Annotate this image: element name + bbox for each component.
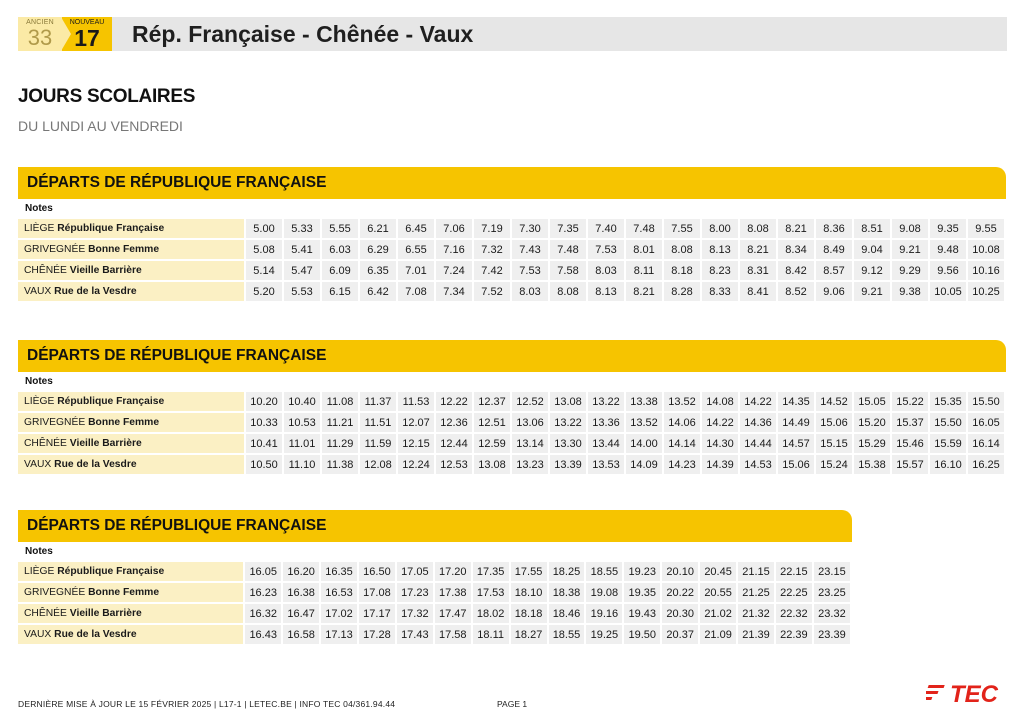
- departure-time: 17.43: [397, 625, 433, 644]
- departure-time: 14.53: [740, 455, 776, 474]
- departure-time: 16.05: [245, 562, 281, 581]
- stop-city: LIÈGE: [24, 223, 58, 234]
- departure-time: 7.58: [550, 261, 586, 280]
- departure-time: 19.50: [624, 625, 660, 644]
- departure-time: 13.22: [550, 413, 586, 432]
- departure-time: 6.03: [322, 240, 358, 259]
- departure-time: 13.06: [512, 413, 548, 432]
- departure-time: 12.53: [436, 455, 472, 474]
- departure-time: 8.36: [816, 219, 852, 238]
- stop-city: GRIVEGNÉE: [24, 417, 89, 428]
- departure-time: 16.23: [245, 583, 281, 602]
- departure-time: 8.08: [550, 282, 586, 301]
- departure-time: 6.29: [360, 240, 396, 259]
- departure-time: 8.23: [702, 261, 738, 280]
- departure-time: 18.25: [549, 562, 585, 581]
- departure-time: 18.38: [549, 583, 585, 602]
- departure-time: 23.32: [814, 604, 850, 623]
- departure-time: 18.10: [511, 583, 547, 602]
- departure-time: 8.11: [626, 261, 662, 280]
- departure-time: 6.45: [398, 219, 434, 238]
- timetable: [16, 560, 852, 646]
- departure-time: 9.55: [968, 219, 1004, 238]
- departure-time: 10.40: [284, 392, 320, 411]
- departure-time: 8.31: [740, 261, 776, 280]
- tec-logo-stripes: [926, 685, 945, 700]
- stop-label: Bonne Femme: [88, 244, 160, 255]
- departure-time: 15.05: [854, 392, 890, 411]
- departure-time: 8.03: [512, 282, 548, 301]
- departure-time: 5.53: [284, 282, 320, 301]
- table-row: [18, 261, 1004, 280]
- new-line-number: 17: [74, 24, 100, 51]
- departure-time: 8.13: [702, 240, 738, 259]
- timetable-block-1: [18, 167, 1006, 303]
- departure-time: 6.55: [398, 240, 434, 259]
- departure-time: 17.47: [435, 604, 471, 623]
- departure-time: 21.25: [738, 583, 774, 602]
- departure-time: 7.40: [588, 219, 624, 238]
- stop-name: [18, 240, 244, 259]
- departure-time: 5.14: [246, 261, 282, 280]
- stop-label: République Française: [57, 223, 165, 234]
- stop-city: GRIVEGNÉE: [24, 587, 89, 598]
- stop-city: LIÈGE: [24, 566, 58, 577]
- departure-time: 12.59: [474, 434, 510, 453]
- departure-time: 13.44: [588, 434, 624, 453]
- departure-time: 7.35: [550, 219, 586, 238]
- departure-time: 13.08: [474, 455, 510, 474]
- departure-time: 17.55: [511, 562, 547, 581]
- stop-label: Rue de la Vesdre: [54, 459, 137, 470]
- departure-time: 8.18: [664, 261, 700, 280]
- departure-time: 18.02: [473, 604, 509, 623]
- departure-time: 11.01: [284, 434, 320, 453]
- timetable: [16, 217, 1006, 303]
- departure-time: 9.06: [816, 282, 852, 301]
- departure-time: 8.34: [778, 240, 814, 259]
- departure-time: 7.16: [436, 240, 472, 259]
- departure-time: 21.02: [700, 604, 736, 623]
- stop-name: [18, 604, 243, 623]
- departure-time: 14.39: [702, 455, 738, 474]
- departure-time: 12.37: [474, 392, 510, 411]
- departure-time: 9.21: [892, 240, 928, 259]
- departure-time: 13.08: [550, 392, 586, 411]
- table-row: [18, 240, 1004, 259]
- departure-time: 21.09: [700, 625, 736, 644]
- departure-time: 13.52: [626, 413, 662, 432]
- departure-time: 6.42: [360, 282, 396, 301]
- departure-time: 19.35: [624, 583, 660, 602]
- stop-label: Vieille Barrière: [69, 265, 142, 276]
- departure-time: 9.56: [930, 261, 966, 280]
- departure-time: 22.32: [776, 604, 812, 623]
- page-number: PAGE 1: [497, 699, 528, 709]
- departure-time: 17.05: [397, 562, 433, 581]
- departure-time: 7.30: [512, 219, 548, 238]
- departure-time: 14.00: [626, 434, 662, 453]
- departure-time: 17.38: [435, 583, 471, 602]
- departure-time: 7.24: [436, 261, 472, 280]
- departure-time: 5.00: [246, 219, 282, 238]
- departure-time: 14.09: [626, 455, 662, 474]
- departure-time: 9.29: [892, 261, 928, 280]
- stop-name: [18, 219, 244, 238]
- departure-time: 15.06: [816, 413, 852, 432]
- departure-time: 6.21: [360, 219, 396, 238]
- departure-time: 11.29: [322, 434, 358, 453]
- table-row: [18, 604, 850, 623]
- departure-time: 17.20: [435, 562, 471, 581]
- departure-time: 16.38: [283, 583, 319, 602]
- stop-city: CHÊNÉE: [24, 438, 70, 449]
- departure-time: 15.35: [930, 392, 966, 411]
- departure-time: 10.50: [246, 455, 282, 474]
- departure-time: 7.19: [474, 219, 510, 238]
- departure-time: 8.03: [588, 261, 624, 280]
- departure-time: 17.02: [321, 604, 357, 623]
- departure-time: 18.27: [511, 625, 547, 644]
- departure-time: 10.41: [246, 434, 282, 453]
- new-line-badge: [62, 17, 112, 51]
- departure-time: 21.32: [738, 604, 774, 623]
- departure-time: 11.38: [322, 455, 358, 474]
- tec-logo: [926, 676, 1006, 710]
- departure-time: 8.13: [588, 282, 624, 301]
- departure-time: 20.22: [662, 583, 698, 602]
- departure-time: 20.45: [700, 562, 736, 581]
- departure-time: 18.46: [549, 604, 585, 623]
- departure-time: 17.32: [397, 604, 433, 623]
- stop-label: République Française: [57, 396, 165, 407]
- stop-label: Bonne Femme: [88, 417, 160, 428]
- departure-time: 9.35: [930, 219, 966, 238]
- departure-time: 20.55: [700, 583, 736, 602]
- departure-time: 20.37: [662, 625, 698, 644]
- departure-time: 10.53: [284, 413, 320, 432]
- departure-time: 14.08: [702, 392, 738, 411]
- departure-time: 22.15: [776, 562, 812, 581]
- departure-time: 14.22: [740, 392, 776, 411]
- timetable-block-3: [18, 510, 852, 646]
- departure-time: 6.15: [322, 282, 358, 301]
- old-line-number: 33: [27, 25, 53, 50]
- departure-time: 7.55: [664, 219, 700, 238]
- departure-time: 8.33: [702, 282, 738, 301]
- departure-time: 20.10: [662, 562, 698, 581]
- timetable-block-2: [18, 340, 1006, 476]
- departure-time: 15.50: [930, 413, 966, 432]
- table-row: [18, 625, 850, 644]
- departure-time: 10.25: [968, 282, 1004, 301]
- timetable: [16, 390, 1006, 476]
- departure-time: 23.39: [814, 625, 850, 644]
- block-heading: DÉPARTS DE RÉPUBLIQUE FRANÇAISE: [18, 167, 1006, 199]
- stop-city: VAUX: [24, 629, 55, 640]
- stop-city: CHÊNÉE: [24, 265, 70, 276]
- departure-time: 17.08: [359, 583, 395, 602]
- tec-logo-text: TEC: [950, 681, 998, 708]
- departure-time: 18.11: [473, 625, 509, 644]
- departure-time: 19.16: [586, 604, 622, 623]
- departure-time: 8.08: [664, 240, 700, 259]
- stop-city: CHÊNÉE: [24, 608, 70, 619]
- departure-time: 15.15: [816, 434, 852, 453]
- departure-time: 10.16: [968, 261, 1004, 280]
- departure-time: 7.01: [398, 261, 434, 280]
- departure-time: 15.37: [892, 413, 928, 432]
- departure-time: 12.07: [398, 413, 434, 432]
- departure-time: 16.43: [245, 625, 281, 644]
- departure-time: 12.08: [360, 455, 396, 474]
- stop-name: [18, 625, 243, 644]
- departure-time: 13.53: [588, 455, 624, 474]
- departure-time: 17.58: [435, 625, 471, 644]
- departure-time: 5.33: [284, 219, 320, 238]
- departure-time: 14.36: [740, 413, 776, 432]
- new-line-label: NOUVEAU: [69, 18, 105, 26]
- departure-time: 10.08: [968, 240, 1004, 259]
- departure-time: 7.53: [588, 240, 624, 259]
- stop-name: [18, 583, 243, 602]
- block-heading: DÉPARTS DE RÉPUBLIQUE FRANÇAISE: [18, 340, 1006, 372]
- departure-time: 14.44: [740, 434, 776, 453]
- departure-time: 12.24: [398, 455, 434, 474]
- departure-time: 15.38: [854, 455, 890, 474]
- departure-time: 7.48: [626, 219, 662, 238]
- stop-name: [18, 455, 244, 474]
- departure-time: 13.14: [512, 434, 548, 453]
- departure-time: 22.39: [776, 625, 812, 644]
- departure-time: 11.59: [360, 434, 396, 453]
- departure-time: 17.53: [473, 583, 509, 602]
- departure-time: 12.52: [512, 392, 548, 411]
- departure-time: 12.44: [436, 434, 472, 453]
- departure-time: 10.33: [246, 413, 282, 432]
- departure-time: 14.57: [778, 434, 814, 453]
- departure-time: 13.22: [588, 392, 624, 411]
- stop-name: [18, 413, 244, 432]
- departure-time: 11.53: [398, 392, 434, 411]
- stop-city: VAUX: [24, 286, 55, 297]
- stop-name: [18, 434, 244, 453]
- departure-time: 16.53: [321, 583, 357, 602]
- stop-city: LIÈGE: [24, 396, 58, 407]
- departure-time: 5.08: [246, 240, 282, 259]
- departure-time: 9.21: [854, 282, 890, 301]
- departure-time: 9.08: [892, 219, 928, 238]
- departure-time: 19.23: [624, 562, 660, 581]
- departure-time: 15.57: [892, 455, 928, 474]
- departure-time: 11.51: [360, 413, 396, 432]
- line-header: [18, 17, 1007, 51]
- departure-time: 16.05: [968, 413, 1004, 432]
- departure-time: 6.09: [322, 261, 358, 280]
- departure-time: 8.21: [778, 219, 814, 238]
- departure-time: 7.48: [550, 240, 586, 259]
- departure-time: 7.34: [436, 282, 472, 301]
- departure-time: 9.48: [930, 240, 966, 259]
- departure-time: 9.04: [854, 240, 890, 259]
- departure-time: 5.55: [322, 219, 358, 238]
- departure-time: 7.42: [474, 261, 510, 280]
- departure-time: 22.25: [776, 583, 812, 602]
- stop-label: Rue de la Vesdre: [54, 286, 137, 297]
- departure-time: 8.52: [778, 282, 814, 301]
- departure-time: 19.25: [586, 625, 622, 644]
- schedule-subtitle: DU LUNDI AU VENDREDI: [18, 118, 183, 134]
- departure-time: 10.20: [246, 392, 282, 411]
- departure-time: 16.58: [283, 625, 319, 644]
- departure-time: 8.41: [740, 282, 776, 301]
- departure-time: 16.50: [359, 562, 395, 581]
- departure-time: 8.49: [816, 240, 852, 259]
- departure-time: 18.18: [511, 604, 547, 623]
- departure-time: 15.29: [854, 434, 890, 453]
- departure-time: 17.35: [473, 562, 509, 581]
- departure-time: 17.17: [359, 604, 395, 623]
- departure-time: 12.15: [398, 434, 434, 453]
- departure-time: 15.06: [778, 455, 814, 474]
- table-row: [18, 434, 1004, 453]
- stop-label: Rue de la Vesdre: [54, 629, 137, 640]
- line-title: Rép. Française - Chênée - Vaux: [132, 20, 474, 47]
- departure-time: 15.24: [816, 455, 852, 474]
- departure-time: 7.06: [436, 219, 472, 238]
- departure-time: 16.25: [968, 455, 1004, 474]
- departure-time: 18.55: [549, 625, 585, 644]
- departure-time: 7.53: [512, 261, 548, 280]
- departure-time: 14.49: [778, 413, 814, 432]
- departure-time: 13.52: [664, 392, 700, 411]
- departure-time: 14.14: [664, 434, 700, 453]
- departure-time: 5.20: [246, 282, 282, 301]
- departure-time: 9.12: [854, 261, 890, 280]
- old-line-badge: [18, 17, 62, 51]
- departure-time: 13.36: [588, 413, 624, 432]
- departure-time: 16.32: [245, 604, 281, 623]
- departure-time: 5.47: [284, 261, 320, 280]
- departure-time: 7.43: [512, 240, 548, 259]
- departure-time: 13.30: [550, 434, 586, 453]
- departure-time: 8.01: [626, 240, 662, 259]
- departure-time: 6.35: [360, 261, 396, 280]
- departure-time: 14.06: [664, 413, 700, 432]
- departure-time: 17.23: [397, 583, 433, 602]
- notes-label: Notes: [25, 375, 53, 387]
- stop-label: République Française: [57, 566, 165, 577]
- departure-time: 15.59: [930, 434, 966, 453]
- stop-name: [18, 392, 244, 411]
- schedule-title: JOURS SCOLAIRES: [18, 86, 196, 107]
- departure-time: 16.47: [283, 604, 319, 623]
- departure-time: 12.22: [436, 392, 472, 411]
- departure-time: 8.57: [816, 261, 852, 280]
- departure-time: 15.22: [892, 392, 928, 411]
- departure-time: 15.46: [892, 434, 928, 453]
- departure-time: 18.55: [586, 562, 622, 581]
- stop-city: VAUX: [24, 459, 55, 470]
- departure-time: 14.52: [816, 392, 852, 411]
- departure-time: 12.51: [474, 413, 510, 432]
- departure-time: 11.37: [360, 392, 396, 411]
- footer-info: DERNIÈRE MISE À JOUR LE 15 FÉVRIER 2025 | L17-1 | LETEC.BE | INFO TEC 04/361.94.44: [18, 699, 396, 709]
- departure-time: 14.23: [664, 455, 700, 474]
- stop-label: Vieille Barrière: [69, 608, 142, 619]
- departure-time: 23.25: [814, 583, 850, 602]
- departure-time: 8.21: [626, 282, 662, 301]
- departure-time: 12.36: [436, 413, 472, 432]
- departure-time: 14.35: [778, 392, 814, 411]
- departure-time: 11.08: [322, 392, 358, 411]
- departure-time: 8.00: [702, 219, 738, 238]
- departure-time: 8.51: [854, 219, 890, 238]
- table-row: [18, 413, 1004, 432]
- stop-name: [18, 261, 244, 280]
- departure-time: 21.39: [738, 625, 774, 644]
- departure-time: 13.23: [512, 455, 548, 474]
- departure-time: 13.38: [626, 392, 662, 411]
- departure-time: 21.15: [738, 562, 774, 581]
- departure-time: 7.52: [474, 282, 510, 301]
- departure-time: 19.08: [586, 583, 622, 602]
- departure-time: 13.39: [550, 455, 586, 474]
- departure-time: 16.20: [283, 562, 319, 581]
- stop-name: [18, 562, 243, 581]
- departure-time: 11.21: [322, 413, 358, 432]
- table-row: [18, 455, 1004, 474]
- table-row: [18, 562, 850, 581]
- departure-time: 16.35: [321, 562, 357, 581]
- departure-time: 7.32: [474, 240, 510, 259]
- stop-city: GRIVEGNÉE: [24, 244, 89, 255]
- departure-time: 8.08: [740, 219, 776, 238]
- departure-time: 11.10: [284, 455, 320, 474]
- departure-time: 17.28: [359, 625, 395, 644]
- departure-time: 16.10: [930, 455, 966, 474]
- stop-name: [18, 282, 244, 301]
- departure-time: 8.42: [778, 261, 814, 280]
- table-row: [18, 219, 1004, 238]
- departure-time: 8.28: [664, 282, 700, 301]
- departure-time: 14.22: [702, 413, 738, 432]
- departure-time: 16.14: [968, 434, 1004, 453]
- departure-time: 9.38: [892, 282, 928, 301]
- departure-time: 20.30: [662, 604, 698, 623]
- table-row: [18, 282, 1004, 301]
- notes-label: Notes: [25, 545, 53, 557]
- departure-time: 5.41: [284, 240, 320, 259]
- departure-time: 8.21: [740, 240, 776, 259]
- old-line-label: ANCIEN: [26, 19, 54, 26]
- block-heading: DÉPARTS DE RÉPUBLIQUE FRANÇAISE: [18, 510, 852, 542]
- departure-time: 14.30: [702, 434, 738, 453]
- table-row: [18, 392, 1004, 411]
- departure-time: 15.50: [968, 392, 1004, 411]
- departure-time: 23.15: [814, 562, 850, 581]
- stop-label: Bonne Femme: [88, 587, 160, 598]
- departure-time: 19.43: [624, 604, 660, 623]
- stop-label: Vieille Barrière: [69, 438, 142, 449]
- departure-time: 17.13: [321, 625, 357, 644]
- notes-label: Notes: [25, 202, 53, 214]
- departure-time: 15.20: [854, 413, 890, 432]
- departure-time: 10.05: [930, 282, 966, 301]
- departure-time: 7.08: [398, 282, 434, 301]
- table-row: [18, 583, 850, 602]
